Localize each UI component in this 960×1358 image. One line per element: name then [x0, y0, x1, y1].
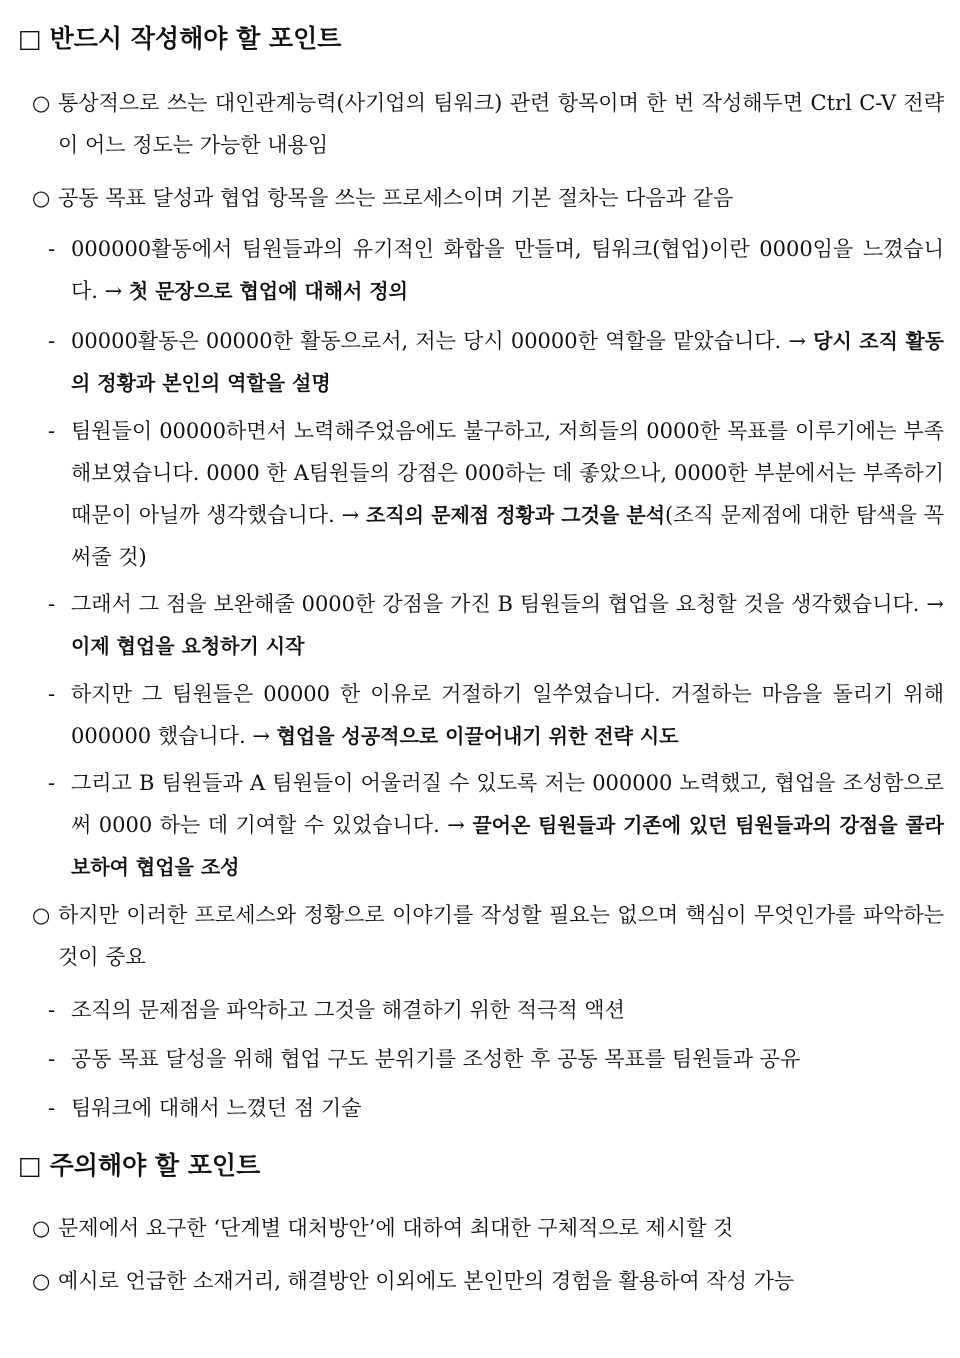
circle-bullet-icon: ○ — [32, 1216, 51, 1240]
circle-bullet-icon: ○ — [32, 186, 51, 210]
item-text: 공동 목표 달성을 위해 협업 구도 분위기를 조성한 후 공동 목표를 팀원들과 공유 — [71, 1047, 801, 1071]
item-text: 000000활동에서 팀원들과의 유기적인 화합을 만들며, 팀워크(협업)이란 0000임을 느꼈습니다. → — [71, 237, 944, 303]
item-text: 하지만 그 팀원들은 00000 한 이유로 거절하기 일쑤였습니다. 거절하는 마음을 돌리기 위해 000000 했습니다. → — [71, 682, 944, 748]
item-emphasis: 조직의 문제점 정황과 그것을 분석 — [366, 503, 666, 527]
dash-bullet: - — [48, 592, 56, 616]
dash-bullet: - — [48, 998, 56, 1022]
dash-bullet: - — [48, 1096, 56, 1120]
list-item — [32, 82, 944, 166]
list-item — [32, 894, 944, 978]
circle-bullet-icon: ○ — [32, 91, 51, 115]
circle-bullet-icon: ○ — [32, 903, 51, 927]
list-item — [48, 583, 944, 667]
item-text: 그리고 B 팀원들과 A 팀원들이 어울러질 수 있도록 저는 000000 노력했고, 협업을 조성함으로써 0000 하는 데 기여할 수 있었습니다. → — [71, 771, 944, 837]
list-item — [48, 989, 944, 1031]
section-heading-required-points — [18, 24, 341, 54]
item-text: 통상적으로 쓰는 대인관계능력(사기업의 팀워크) 관련 항목이며 한 번 작성해두면 Ctrl C-V 전략이 어느 정도는 가능한 내용임 — [58, 91, 944, 157]
item-text: 공동 목표 달성과 협업 항목을 쓰는 프로세스이며 기본 절차는 다음과 같음 — [58, 186, 734, 210]
dash-bullet: - — [48, 329, 56, 353]
item-text: 조직의 문제점을 파악하고 그것을 해결하기 위한 적극적 액션 — [71, 998, 625, 1022]
list-item — [48, 320, 944, 404]
dash-bullet: - — [48, 771, 56, 795]
list-item — [48, 1087, 944, 1129]
item-emphasis: 이제 협업을 요청하기 시작 — [71, 634, 305, 658]
item-emphasis: 협업을 성공적으로 이끌어내기 위한 전략 시도 — [276, 724, 679, 748]
item-text: 그래서 그 점을 보완해줄 0000한 강점을 가진 B 팀원들의 협업을 요청할 것을 생각했습니다. → — [71, 592, 944, 616]
checkbox-square-icon: □ — [18, 24, 42, 53]
dash-bullet: - — [48, 682, 56, 706]
item-text: 하지만 이러한 프로세스와 정황으로 이야기를 작성할 필요는 없으며 핵심이 무엇인가를 파악하는 것이 중요 — [58, 903, 944, 969]
item-text: 예시로 언급한 소재거리, 해결방안 이외에도 본인만의 경험을 활용하여 작성 가능 — [58, 1269, 795, 1293]
dash-bullet: - — [48, 419, 56, 443]
list-item — [48, 228, 944, 312]
item-text: 00000활동은 00000한 활동으로서, 저는 당시 00000한 역할을 맡았습니다. → — [71, 329, 814, 353]
list-item — [48, 1038, 944, 1080]
item-emphasis: 끌어온 팀원들과 기존에 있던 팀원들과의 강점을 콜라보하여 협업을 조성 — [71, 813, 944, 879]
dash-bullet: - — [48, 237, 56, 261]
list-item — [32, 1207, 944, 1249]
list-item — [32, 1260, 944, 1302]
item-note: (조직 문제점에 대한 탐색을 꼭 써줄 것) — [71, 503, 944, 569]
section-title: 반드시 작성해야 할 포인트 — [49, 24, 342, 53]
circle-bullet-icon: ○ — [32, 1269, 51, 1293]
item-emphasis: 첫 문장으로 협업에 대해서 정의 — [128, 279, 408, 303]
item-emphasis: 당시 조직 활동의 정황과 본인의 역할을 설명 — [71, 329, 944, 395]
list-item — [32, 177, 944, 219]
list-item — [48, 673, 944, 757]
item-text: 팀워크에 대해서 느꼈던 점 기술 — [71, 1096, 362, 1120]
checkbox-square-icon: □ — [18, 1151, 42, 1180]
section-heading-caution-points — [18, 1151, 260, 1181]
dash-bullet: - — [48, 1047, 56, 1071]
list-item — [48, 410, 944, 578]
item-text: 문제에서 요구한 ‘단계별 대처방안’에 대하여 최대한 구체적으로 제시할 것 — [58, 1216, 734, 1240]
section-title: 주의해야 할 포인트 — [49, 1151, 261, 1180]
list-item — [48, 762, 944, 888]
item-text: 팀원들이 00000하면서 노력해주었음에도 불구하고, 저희들의 0000한 목표를 이루기에는 부족해보였습니다. 0000 한 A팀원들의 강점은 000하는 데 좋았으나, 0000한 부분에서는 부족하기 때문이 아닐까 생각했습니다. → — [71, 419, 944, 527]
